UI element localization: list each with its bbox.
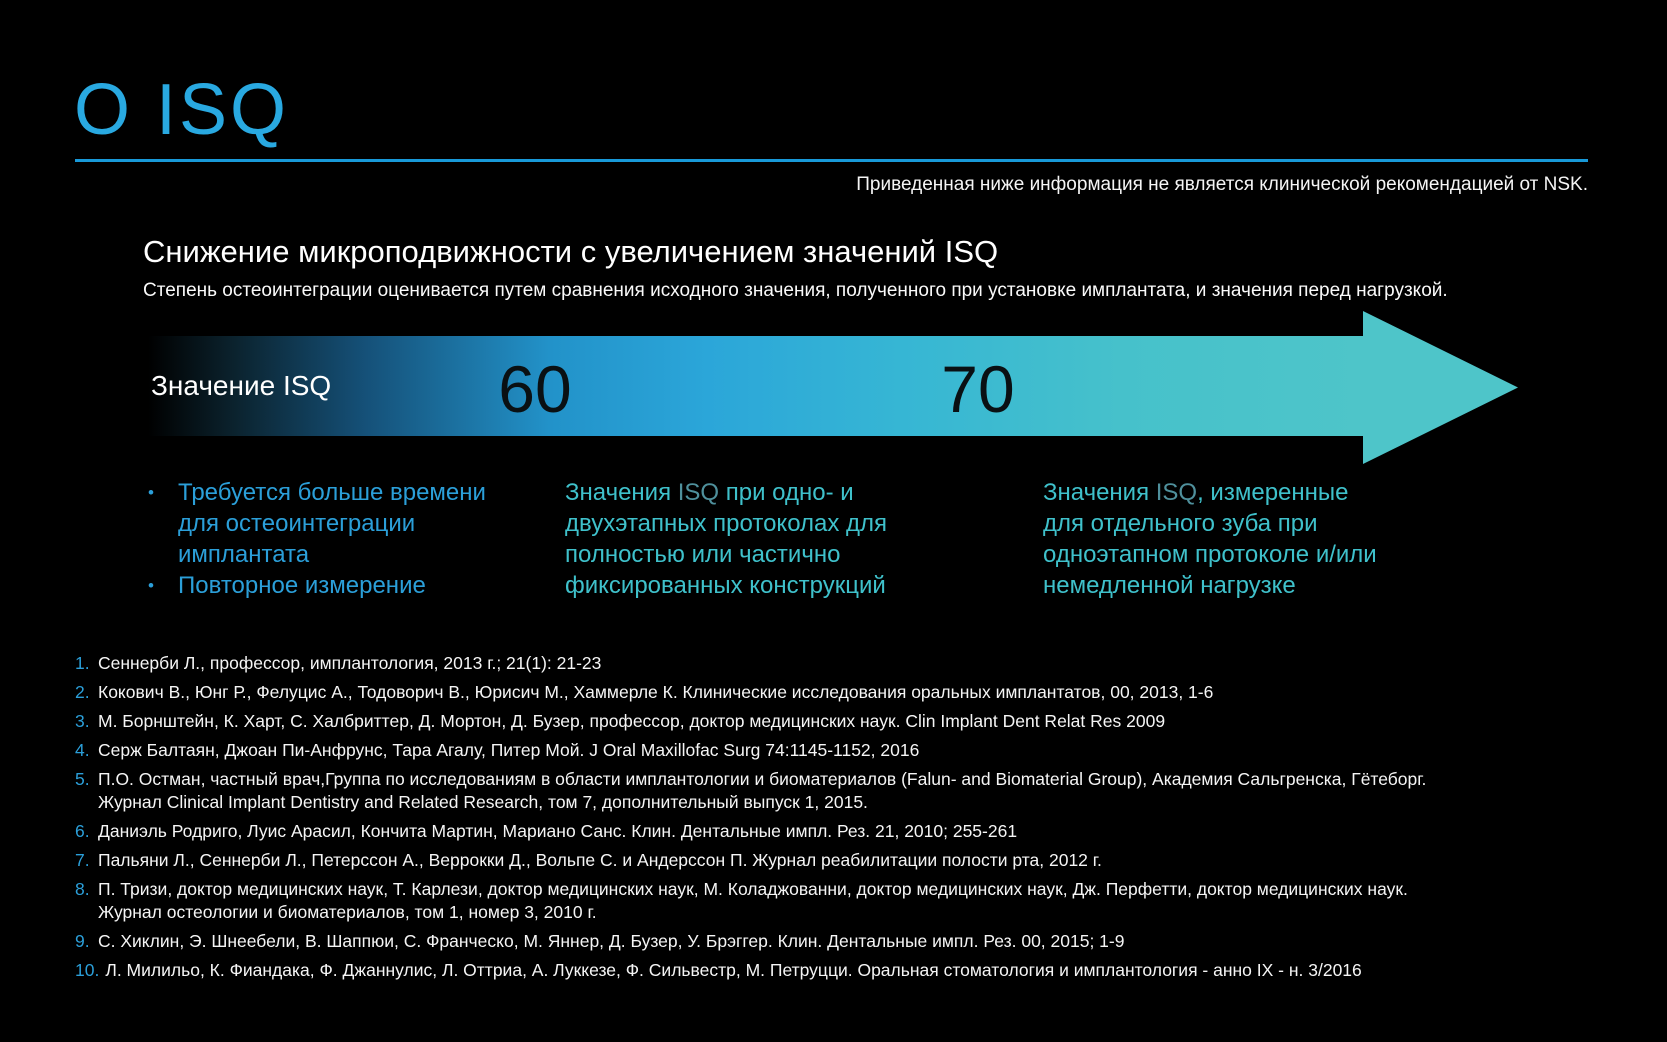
- isq-scale-arrowhead: [1363, 311, 1518, 464]
- bullet-icon: •: [148, 576, 154, 595]
- reference-text: Сеннерби Л., профессор, имплантология, 2013 г.; 21(1): 21-23: [98, 653, 602, 673]
- reference-number: 6.: [75, 821, 90, 841]
- reference-item: [75, 739, 1440, 762]
- isq-value-70: 70: [941, 352, 1015, 426]
- reference-number: 1.: [75, 653, 90, 673]
- column-text-rest: при одно- и двухэтапных протоколах для полностью или частично фиксированных конструкций: [565, 479, 888, 599]
- reference-number: 10.: [75, 960, 100, 980]
- reference-number: 4.: [75, 740, 90, 760]
- bullet-icon: •: [148, 483, 154, 502]
- list-item: [148, 477, 513, 570]
- bullet-text: Повторное измерение: [178, 572, 426, 599]
- column-text-rest: , измеренные для отдельного зуба при одноэтапном протоколе и/или немедленной нагрузке: [1043, 479, 1377, 599]
- isq-scale-label: Значение ISQ: [151, 370, 332, 401]
- column-low-isq: [148, 477, 513, 601]
- reference-number: 5.: [75, 769, 90, 789]
- isq-value-60: 60: [498, 352, 572, 426]
- bullet-text: Требуется больше времени для остеоинтеграции имплантата: [178, 479, 486, 568]
- reference-item: [75, 878, 1440, 924]
- reference-number: 2.: [75, 682, 90, 702]
- reference-text: Даниэль Родриго, Луис Арасил, Кончита Мартин, Мариано Санс. Клин. Дентальные импл. Рез. 21, 2010; 255-261: [98, 821, 1018, 841]
- section-heading: Снижение микроподвижности с увеличением значений ISQ: [143, 234, 999, 269]
- reference-item: [75, 768, 1440, 814]
- column-text-prefix: Значения: [1043, 479, 1156, 506]
- reference-list: [75, 652, 1440, 988]
- title-divider: [75, 159, 1588, 162]
- isq-abbreviation: ISQ: [677, 479, 720, 506]
- reference-number: 9.: [75, 931, 90, 951]
- reference-text: Пальяни Л., Сеннерби Л., Петерссон А., Веррокки Д., Вольпе С. и Андерссон П. Журнал реабилитации полости рта, 2012 г.: [98, 850, 1102, 870]
- page-title: О ISQ: [74, 70, 290, 150]
- reference-text: Серж Балтаян, Джоан Пи-Анфрунс, Тара Агалу, Питер Мой. J Oral Maxillofac Surg 74:1145-1152, 2016: [98, 740, 920, 760]
- reference-item: [75, 959, 1440, 982]
- reference-text: М. Борнштейн, К. Харт, С. Халбриттер, Д. Мортон, Д. Бузер, профессор, доктор медицинских наук. Clin Implant Dent Relat Res 2009: [98, 711, 1166, 731]
- section-subheading: Степень остеоинтеграции оценивается путем сравнения исходного значения, полученного при установке имплантата, и значения перед нагрузкой.: [143, 280, 1448, 301]
- reference-item: [75, 681, 1440, 704]
- column-mid-isq: [565, 477, 900, 601]
- reference-item: [75, 710, 1440, 733]
- reference-text: Кокович В., Юнг Р., Фелуцис А., Тодоворич В., Юрисич М., Хаммерле К. Клинические исследования оральных имплантатов, 00, 2013, 1-6: [98, 682, 1214, 702]
- reference-number: 3.: [75, 711, 90, 731]
- reference-item: [75, 930, 1440, 953]
- list-item: [148, 570, 513, 601]
- reference-text: П.О. Остман, частный врач,Группа по исследованиям в области имплантологии и биоматериалов (Falun- and Biomaterial Group), Академия Сальгренска, Гётеборг. Журнал Clinical Implant Dentistry and Related Research, том 7, дополнительный выпуск 1, 2015.: [98, 769, 1427, 812]
- reference-number: 7.: [75, 850, 90, 870]
- reference-item: [75, 652, 1440, 675]
- reference-item: [75, 849, 1440, 872]
- reference-text: П. Тризи, доктор медицинских наук, Т. Карлези, доктор медицинских наук, М. Коладжованни, доктор медицинских наук, Дж. Перфетти, доктор медицинских наук. Журнал остеологии и биоматериалов, том 1, номер 3, 2010 г.: [98, 879, 1408, 922]
- reference-item: [75, 820, 1440, 843]
- column-text-prefix: Значения: [565, 479, 678, 506]
- disclaimer-text: Приведенная ниже информация не является клинической рекомендацией от NSK.: [856, 174, 1588, 195]
- isq-abbreviation: ISQ: [1155, 479, 1198, 506]
- column-high-isq: [1043, 477, 1383, 601]
- reference-text: С. Хиклин, Э. Шнеебели, В. Шаппюи, С. Франческо, М. Яннер, Д. Бузер, У. Брэггер. Клин. Дентальные импл. Рез. 00, 2015; 1-9: [98, 931, 1125, 951]
- reference-number: 8.: [75, 879, 90, 899]
- reference-text: Л. Милильо, К. Фиандака, Ф. Джаннулис, Л. Оттриа, А. Луккезе, Ф. Сильвестр, М. Петруцци. Оральная стоматология и имплантология - анно IX - н. 3/2016: [105, 960, 1362, 980]
